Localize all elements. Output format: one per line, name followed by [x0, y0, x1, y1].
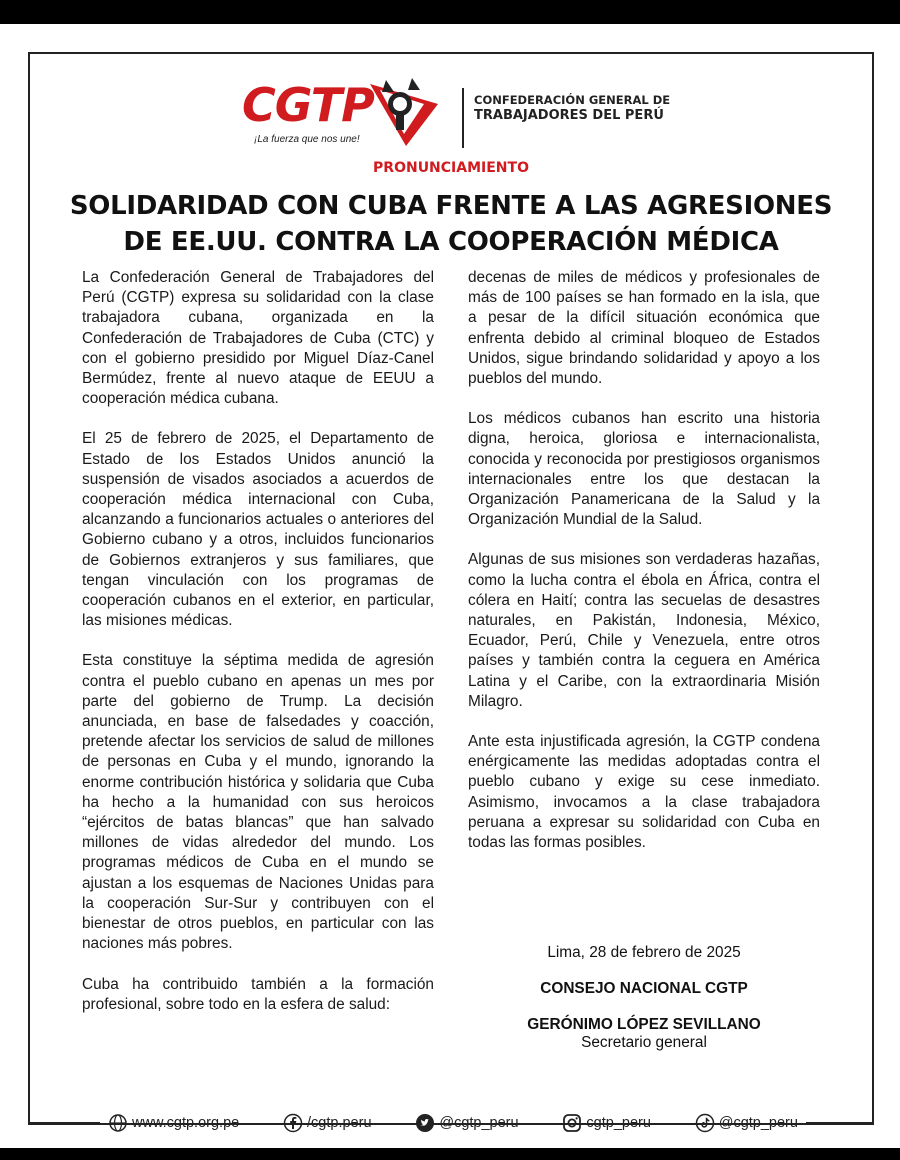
- tiktok-icon: [695, 1113, 715, 1133]
- right-column: [468, 268, 820, 873]
- council-name: CONSEJO NACIONAL CGTP: [540, 980, 748, 997]
- top-black-bar: [0, 0, 900, 24]
- instagram-link[interactable]: [562, 1113, 651, 1133]
- logo-tagline: ¡La fuerza que nos une!: [254, 134, 360, 145]
- website-link[interactable]: [108, 1113, 239, 1133]
- paragraph: Los médicos cubanos han escrito una historia digna, heroica, gloriosa e internacionalista, conocida y reconocida por prestigiosos organismos internacionales entre los que destacan la Organización Panamericana de la Salud y la Organización Mundial de la Salud.: [468, 410, 820, 529]
- twitter-icon: [415, 1113, 435, 1133]
- instagram-icon: [562, 1113, 582, 1133]
- letterhead: [242, 74, 682, 166]
- document-frame: [28, 52, 874, 1125]
- org-name-line2: TRABAJADORES DEL PERÚ: [474, 108, 664, 123]
- twitter-link[interactable]: [415, 1113, 518, 1133]
- social-links: [108, 1110, 798, 1136]
- paragraph: El 25 de febrero de 2025, el Departamento de Estado de los Estados Unidos anunció la suspensión de visados asociados a acuerdos de cooperación médica internacional con Cuba, alcanzando a funcionarios actuales o anteriores del Gobierno cubano y a otros, incluidos funcionarios de Gobiernos extranjeros y sus familiares, que tengan vinculación con los programas de cooperación cubanos en el exterior, en particular, las misiones médicas.: [82, 430, 434, 630]
- paragraph: Esta constituye la séptima medida de agresión contra el pueblo cubano en apenas un mes por parte del gobierno de Trump. La decisión anunciada, en base de falsedades y coacción, pretende afectar los servicios de salud de millones de personas en Cuba y el mundo, ignorando la enorme contribución histórica y solidaria que Cuba ha hecho a la humanidad con sus heroicos “ejércitos de batas blancas” que han salvado millones de vidas alrededor del mundo. Los programas médicos de Cuba en el mundo se ajustan a los esquemas de Naciones Unidas para la cooperación Sur-Sur y contribuyen con el bienestar de otros pueblos, en particular con las naciones más pobres.: [82, 652, 434, 953]
- paragraph: Ante esta injustificada agresión, la CGTP condena enérgicamente las medidas adoptadas contra el pueblo cubano y exige su cese inmediato. Asimismo, invocamos a la clase trabajadora peruana a expresar su solidaridad con Cuba en todas las formas posibles.: [468, 733, 820, 852]
- signer-role: Secretario general: [581, 1034, 707, 1051]
- facebook-link[interactable]: [283, 1113, 372, 1133]
- paragraph: Algunas de sus misiones son verdaderas hazañas, como la lucha contra el ébola en África, contra el cólera en Haití; contra las secuelas de desastres naturales, en Pakistán, Indonesia, México, Ecuador, Perú, Chile y Venezuela, entre otros países y también contra la ceguera en América Latina y el Caribe, con la extraordinaria Misión Milagro.: [468, 551, 820, 710]
- footer-rule-left: [28, 1122, 100, 1124]
- website-text: www.cgtp.org.pe: [132, 1115, 240, 1131]
- footer-rule-right: [806, 1122, 872, 1124]
- title-line-2: DE EE.UU. CONTRA LA COOPERACIÓN MÉDICA: [123, 227, 779, 257]
- document-date: Lima, 28 de febrero de 2025: [547, 944, 741, 961]
- document-kicker: PRONUNCIAMIENTO: [373, 160, 529, 176]
- instagram-text: cgtp_peru: [586, 1115, 651, 1131]
- paragraph: decenas de miles de médicos y profesionales de más de 100 países se han formado en la isla, que a pesar de la difícil situación económica que enfrenta debido al criminal bloqueo de Estados Unidos, sigue brindando solidaridad y apoyo a los pueblos del mundo.: [468, 269, 820, 388]
- organization-name: [474, 92, 694, 124]
- document-title: [30, 188, 872, 260]
- left-column: [82, 268, 434, 1035]
- paragraph: La Confederación General de Trabajadores del Perú (CGTP) expresa su solidaridad con la clase trabajadora cubana, organizada en la Confederación de Trabajadores de Cuba (CTC) y con el gobierno presidido por Miguel Díaz-Canel Bermúdez, frente al nuevo ataque de EEUU a cooperación médica cubana.: [82, 269, 434, 408]
- cgtp-logo-text: CGTP: [242, 78, 374, 132]
- tiktok-text: @cgtp_peru: [718, 1115, 798, 1131]
- globe-icon: [108, 1113, 128, 1133]
- signer-name: GERÓNIMO LÓPEZ SEVILLANO: [527, 1016, 761, 1033]
- footer: [0, 1110, 900, 1136]
- twitter-text: @cgtp_peru: [439, 1115, 519, 1131]
- tiktok-link[interactable]: [695, 1113, 798, 1133]
- paragraph: Cuba ha contribuido también a la formación profesional, sobre todo en la esfera de salud:: [82, 975, 434, 1013]
- cgtp-emblem-icon: [366, 74, 442, 148]
- header-divider: [462, 88, 464, 148]
- facebook-icon: [283, 1113, 303, 1133]
- title-line-1: SOLIDARIDAD CON CUBA FRENTE A LAS AGRESIONES: [69, 191, 833, 221]
- bottom-black-bar: [0, 1148, 900, 1160]
- signature-block: [468, 944, 820, 1052]
- facebook-text: /cgtp.peru: [307, 1115, 372, 1131]
- org-name-line1: CONFEDERACIÓN GENERAL DE: [474, 93, 671, 107]
